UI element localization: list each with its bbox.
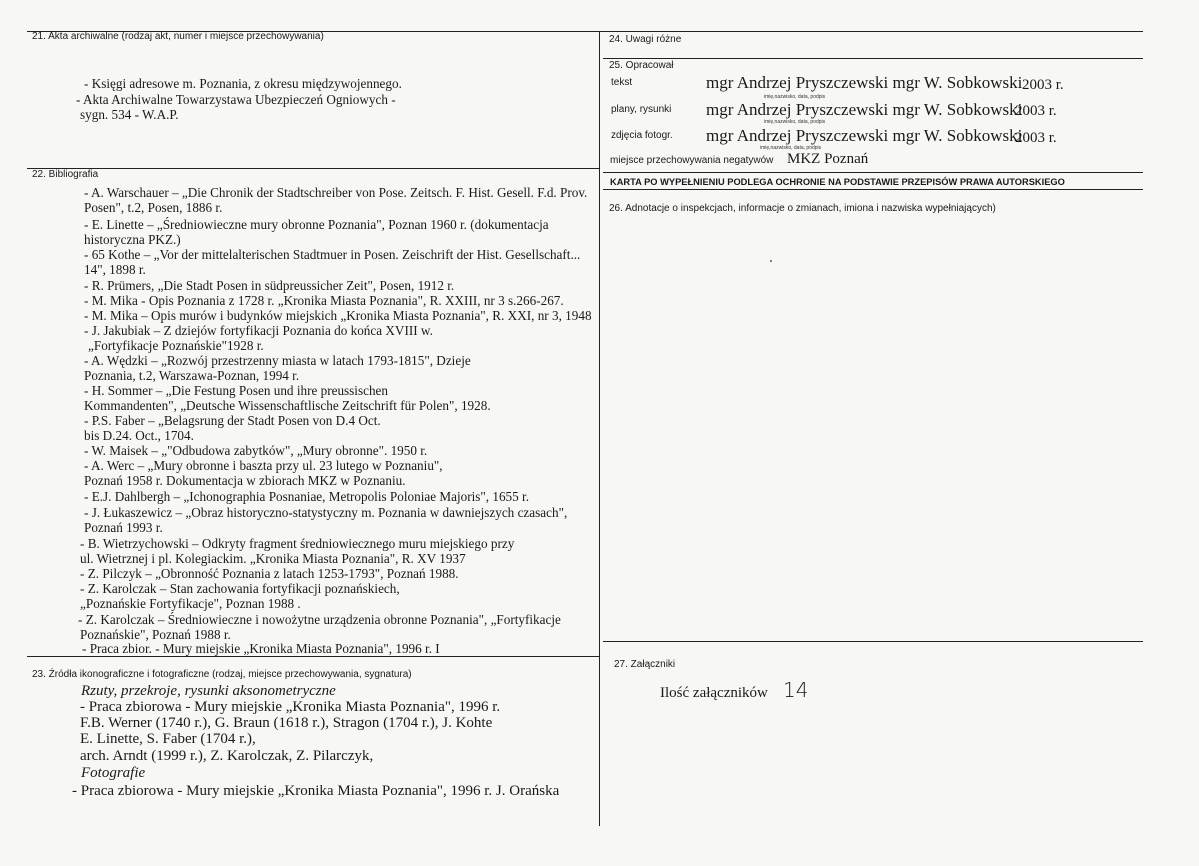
bib-line: - Praca zbior. - Mury miejskie „Kronika Miasta Poznania", 1996 r. I	[82, 641, 440, 656]
author-year: 2003 r.	[1015, 130, 1057, 146]
author-year: 2003 r.	[1015, 103, 1057, 119]
bib-line: Poznań 1993 r.	[84, 520, 163, 535]
copyright-notice: KARTA PO WYPEŁNIENIU PODLEGA OCHRONIE NA PODSTAWIE PRZEPISÓW PRAWA AUTORSKIEGO	[610, 177, 1065, 187]
s24-label: 24. Uwagi różne	[609, 34, 682, 45]
bib-line: - R. Prümers, „Die Stadt Posen in südpreussicher Zeit", Posen, 1912 r.	[84, 278, 455, 293]
s23-label: 23. Źródła ikonograficzne i fotograficzne (rodzaj, miejsce przechowywania, sygnatura)	[32, 669, 412, 680]
bib-line: - M. Mika - Opis Poznania z 1728 r. „Kronika Miasta Poznania", R. XXIII, nr 3 s.266-267.	[84, 293, 564, 308]
bib-line: - Z. Pilczyk – „Obronność Poznania z latach 1253-1793", Poznań 1988.	[80, 566, 459, 581]
author-value: mgr Andrzej Pryszczewski mgr W. Sobkowski	[706, 100, 1023, 119]
author-value: mgr Andrzej Pryszczewski mgr W. Sobkowski	[706, 73, 1023, 92]
signature-caption: imię,nazwisko, data, podpis	[764, 119, 826, 125]
author-field: zdjęcia fotogr.	[611, 130, 673, 141]
bib-line: - W. Maisek – „"Odbudowa zabytków", „Mury obronne". 1950 r.	[84, 443, 428, 458]
s21-line: - Akta Archiwalne Towarzystawa Ubezpieczeń Ogniowych -	[76, 92, 396, 107]
bib-line: - A. Warschauer – „Die Chronik der Stadtschreiber von Pose. Zeitsch. F. Hist. Gesell. F.d. Prov.	[84, 185, 588, 200]
bib-line: „Fortyfikacje Poznańskie"1928 r.	[88, 338, 264, 353]
s25-label: 25. Opracował	[609, 60, 674, 71]
signature-caption: imię,nazwisko, data, podpis	[760, 145, 822, 151]
bib-line: „Poznańskie Fortyfikacje", Poznan 1988 .	[80, 596, 301, 611]
bib-line: - 65 Kothe – „Vor der mittelalterischen Stadtmuer in Posen. Zeischrift der Hist. Gesellschaft...	[84, 247, 581, 262]
s23-heading-photos: Fotografie	[81, 765, 146, 781]
bib-line: Posen", t.2, Posen, 1886 r.	[84, 200, 223, 215]
attachments-count-label: Ilość załączników	[660, 685, 768, 701]
s23-line: - Praca zbiorowa - Mury miejskie „Kronika Miasta Poznania", 1996 r. J. Orańska	[72, 783, 560, 799]
divider-21-22	[27, 168, 599, 169]
s21-label: 21. Akta archiwalne (rodzaj akt, numer i miejsce przechowywania)	[32, 31, 324, 42]
bib-line: - B. Wietrzychowski – Odkryty fragment średniowiecznego muru miejskiego przy	[80, 536, 515, 551]
bib-line: - A. Wędzki – „Rozwój przestrzenny miasta w latach 1793-1815", Dzieje	[84, 353, 471, 368]
attachments-count-value: 14	[783, 678, 809, 702]
divider-notice-26	[603, 189, 1143, 190]
bib-line: - E.J. Dahlbergh – „Ichonographia Posnaniae, Metropolis Poloniae Majoris", 1655 r.	[84, 489, 530, 504]
s23-line: - Praca zbiorowa - Mury miejskie „Kronika Miasta Poznania", 1996 r.	[80, 699, 501, 715]
bib-line: - E. Linette – „Średniowieczne mury obronne Poznania", Poznan 1960 r. (dokumentacja	[84, 217, 549, 232]
bib-line: - A. Werc – „Mury obronne i baszta przy ul. 23 lutego w Poznaniu",	[84, 458, 443, 473]
bib-line: - H. Sommer – „Die Festung Posen und ihre preussischen	[84, 383, 389, 398]
divider-neg-notice	[603, 172, 1143, 173]
s23-line: arch. Arndt (1999 r.), Z. Karolczak, Z. Pilarczyk,	[80, 748, 374, 764]
center-divider	[599, 31, 600, 826]
author-year: 2003 r.	[1022, 77, 1064, 93]
bib-line: Poznań 1958 r. Dokumentacja w zbiorach MKZ w Poznaniu.	[84, 473, 406, 488]
negatives-value: MKZ Poznań	[787, 151, 869, 167]
speck	[770, 260, 772, 262]
s26-label: 26. Adnotacje o inspekcjach, informacje o zmianach, imiona i nazwiska wypełniających)	[609, 203, 996, 214]
bib-line: - M. Mika – Opis murów i budynków miejskich „Kronika Miasta Poznania", R. XXI, nr 3, 1948	[84, 308, 592, 323]
author-value: mgr Andrzej Pryszczewski mgr W. Sobkowski	[706, 126, 1023, 145]
divider-24-25	[603, 58, 1143, 59]
s23-line: E. Linette, S. Faber (1704 r.),	[80, 731, 256, 747]
bib-line: - J. Łukaszewicz – „Obraz historyczno-statystyczny m. Poznania w dawniejszych czasach",	[84, 505, 568, 520]
divider-26-27	[603, 641, 1143, 642]
bib-line: - Z. Karolczak – Średniowieczne i nowożytne urządzenia obronne Poznania", „Fortyfikacje	[78, 612, 561, 627]
bib-line: ul. Wietrznej i pl. Kolegiackim. „Kronika Miasta Poznania", R. XV 1937	[80, 551, 466, 566]
bib-line: - Z. Karolczak – Stan zachowania fortyfikacji poznańskiech,	[80, 581, 400, 596]
bib-line: 14", 1898 r.	[84, 262, 146, 277]
negatives-label: miejsce przechowywania negatywów	[610, 155, 774, 166]
s22-label: 22. Bibliografia	[32, 169, 99, 180]
s27-label: 27. Załączniki	[614, 659, 676, 670]
signature-caption: imię,nazwisko, data, podpis	[764, 94, 826, 100]
bib-line: - P.S. Faber – „Belagsrung der Stadt Posen von D.4 Oct.	[84, 413, 381, 428]
s23-line: F.B. Werner (1740 r.), G. Braun (1618 r.), Stragon (1704 r.), J. Kohte	[80, 715, 493, 731]
bib-line: Poznańskie", Poznań 1988 r.	[80, 627, 231, 642]
bib-line: - J. Jakubiak – Z dziejów fortyfikacji Poznania do końca XVIII w.	[84, 323, 433, 338]
s23-heading-drawings: Rzuty, przekroje, rysunki aksonometryczne	[81, 683, 336, 699]
bib-line: Poznania, t.2, Warszawa-Poznan, 1994 r.	[84, 368, 300, 383]
s21-line: sygn. 534 - W.A.P.	[80, 107, 179, 122]
bib-line: bis D.24. Oct., 1704.	[84, 428, 194, 443]
s21-line: - Księgi adresowe m. Poznania, z okresu międzywojennego.	[84, 76, 402, 91]
author-field: tekst	[611, 77, 633, 88]
bib-line: Kommandenten", „Deutsche Wissenschaftlische Zeitschrift für Polen", 1928.	[84, 398, 491, 413]
author-field: plany, rysunki	[611, 104, 672, 115]
bib-line: historyczna PKZ.)	[84, 232, 181, 247]
divider-22-23	[27, 656, 599, 657]
